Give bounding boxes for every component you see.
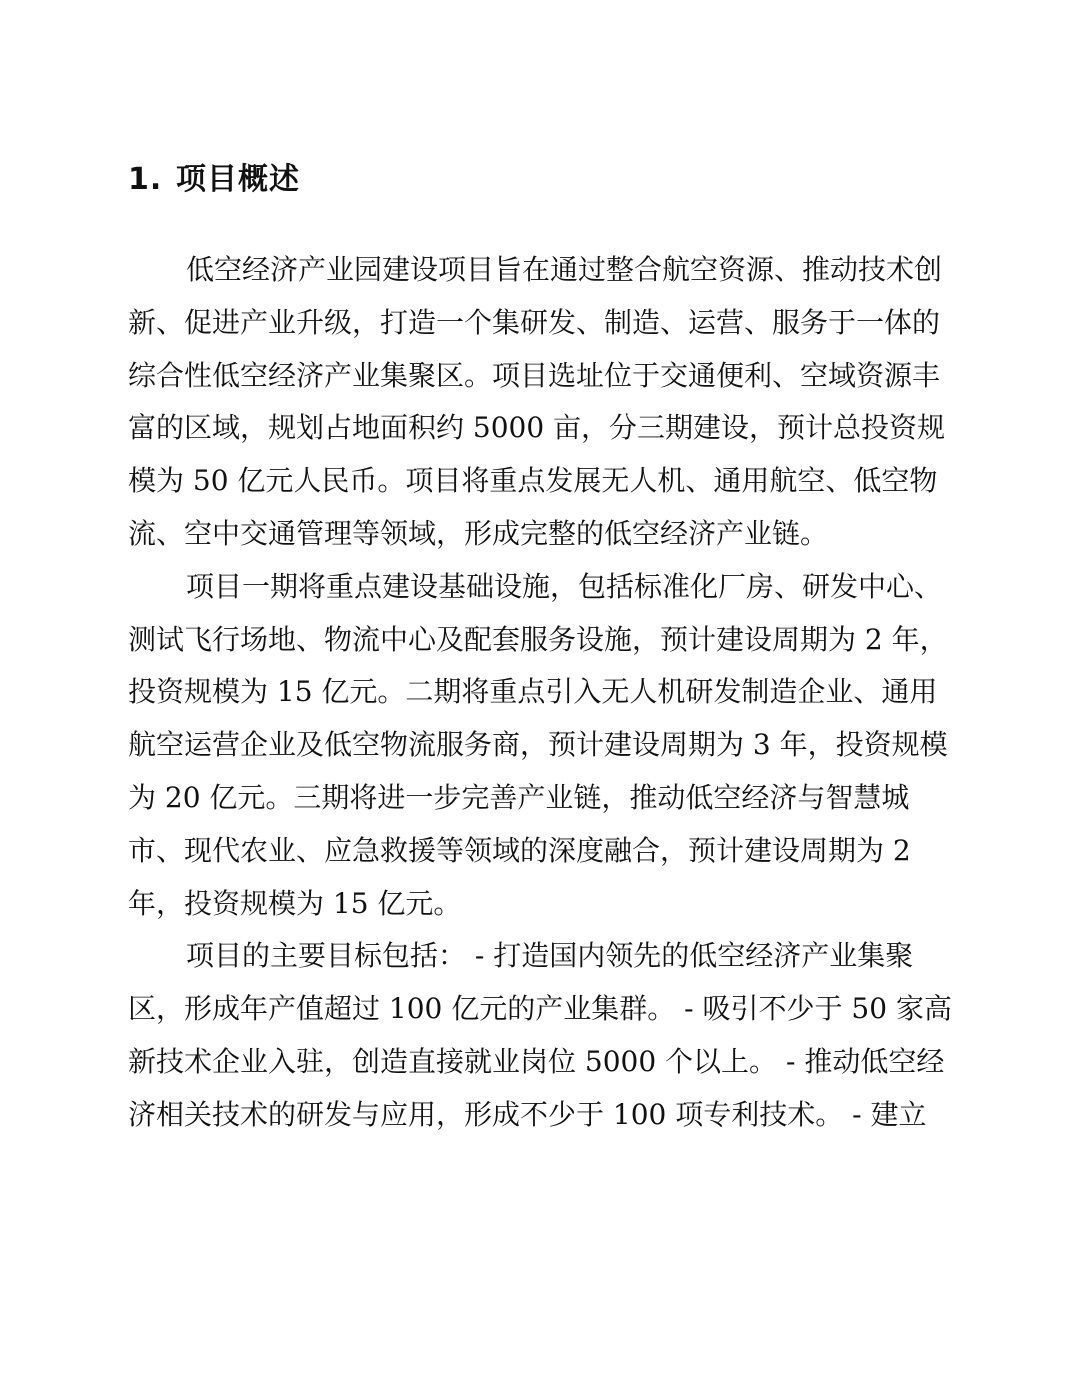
- section-title: 项目概述: [176, 162, 300, 197]
- section-number: 1.: [128, 162, 163, 197]
- text-line: 年，投资规模为 15 亿元。: [128, 886, 462, 920]
- paragraph-goals: [128, 930, 952, 1141]
- text-line: 为 20 亿元。三期将进一步完善产业链，推动低空经济与智慧城: [128, 780, 910, 814]
- text-line: 低空经济产业园建设项目旨在通过整合航空资源、推动技术创: [186, 253, 943, 286]
- paragraph-phases: [128, 561, 948, 931]
- text-line: 航空运营企业及低空物流服务商，预计建设周期为 3 年，投资规模: [128, 728, 948, 762]
- text-line: 富的区域，规划占地面积约 5000 亩，分三期建设，预计总投资规: [128, 411, 946, 445]
- text-line: 综合性低空经济产业集聚区。项目选址位于交通便利、空域资源丰: [128, 358, 941, 392]
- text-line: 模为 50 亿元人民币。项目将重点发展无人机、通用航空、低空物: [128, 464, 938, 498]
- text-line: 项目的主要目标包括： - 打造国内领先的低空经济产业集聚: [186, 939, 914, 973]
- paragraph-overview: [128, 244, 948, 561]
- text-line: 流、空中交通管理等领域，形成完整的低空经济产业链。: [128, 516, 829, 550]
- text-line: 区，形成年产值超过 100 亿元的产业集群。 - 吸引不少于 50 家高: [128, 992, 952, 1026]
- text-line: 济相关技术的研发与应用，形成不少于 100 项专利技术。 - 建立: [128, 1097, 927, 1131]
- section-heading: [128, 158, 300, 202]
- text-line: 新、促进产业升级，打造一个集研发、制造、运营、服务于一体的: [128, 305, 941, 339]
- text-line: 投资规模为 15 亿元。二期将重点引入无人机研发制造企业、通用: [128, 675, 938, 709]
- body-text: [128, 244, 952, 1142]
- text-line: 新技术企业入驻，创造直接就业岗位 5000 个以上。 - 推动低空经: [128, 1044, 945, 1078]
- text-line: 项目一期将重点建设基础设施，包括标准化厂房、研发中心、: [186, 569, 943, 603]
- text-line: 测试飞行场地、物流中心及配套服务设施，预计建设周期为 2 年，: [128, 622, 948, 656]
- text-line: 市、现代农业、应急救援等领域的深度融合，预计建设周期为 2: [128, 833, 911, 867]
